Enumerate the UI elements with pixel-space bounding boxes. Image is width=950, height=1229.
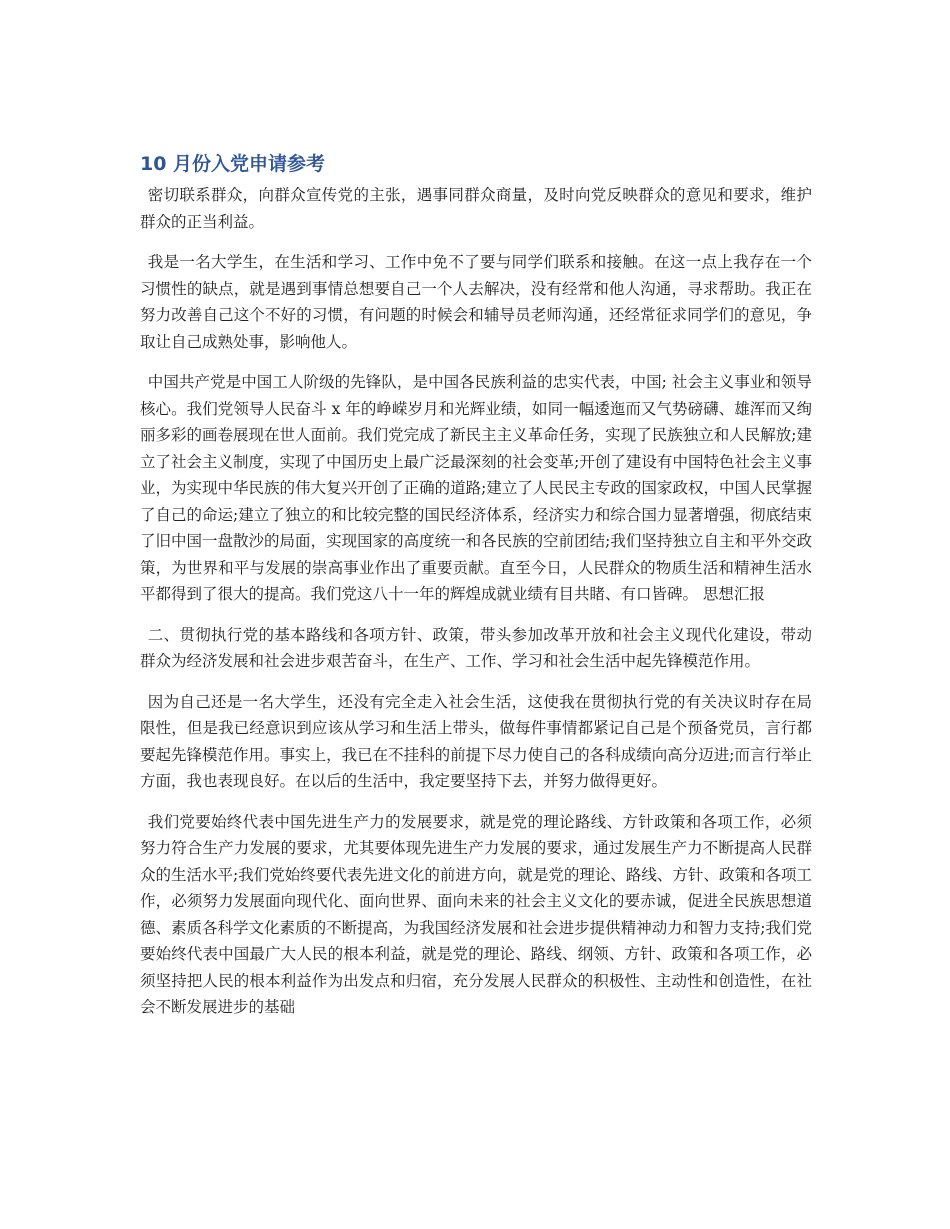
paragraph-5: 因为自己还是一名大学生，还没有完全走入社会生活，这使我在贯彻执行党的有关决议时存在局限性，但是我已经意识到应该从学习和生活上带头，做每件事情都紧记自己是个预备党员，言行都要起先锋模范作用。事实上，我已在不挂科的前提下尽力使自己的各科成绩向高分迈进;而言行举止方面，我也表现良好。在以后的生活中，我定要坚持下去，并努力做得更好。 — [140, 692, 812, 790]
document-body — [140, 150, 812, 1035]
paragraph-1: 密切联系群众，向群众宣传党的主张，遇事同群众商量，及时向党反映群众的意见和要求，维护群众的正当利益。 — [140, 186, 812, 231]
paragraph-4: 二、贯彻执行党的基本路线和各项方针、政策，带头参加改革开放和社会主义现代化建设，带动群众为经济发展和社会进步艰苦奋斗，在生产、工作、学习和社会生活中起先锋模范作用。 — [140, 625, 812, 670]
paragraph-6: 我们党要始终代表中国先进生产力的发展要求，就是党的理论路线、方针政策和各项工作，必须努力符合生产力发展的要求，尤其要体现先进生产力发展的要求，通过发展生产力不断提高人民群众的生活水平;我们党始终要代表先进文化的前进方向，就是党的理论、路线、方针、政策和各项工作，必须努力发展面向现代化、面向世界、面向未来的社会主义文化的要赤诚，促进全民族思想道德、素质各科学文化素质的不断提高，为我国经济发展和社会进步提供精神动力和智力支持;我们党要始终代表中国最广大人民的根本利益，就是党的理论、路线、纲领、方针、政策和各项工作，必须坚持把人民的根本利益作为出发点和归宿，充分发展人民群众的积极性、主动性和创造性，在社会不断发展进步的基础 — [140, 812, 812, 1016]
document-title: 10 月份入党申请参考 — [140, 153, 326, 175]
paragraph-3: 中国共产党是中国工人阶级的先锋队，是中国各民族利益的忠实代表，中国; 社会主义事业和领导核心。我们党领导人民奋斗 x 年的峥嵘岁月和光辉业绩，如同一幅逶迤而又气势磅礴、雄浑而又绚丽多彩的画卷展现在世人面前。我们党完成了新民主主义革命任务，实现了民族独立和人民解放;建立了社会主义制度，实现了中国历史上最广泛最深刻的社会变革;开创了建设有中国特色社会主义事业，为实现中华民族的伟大复兴开创了正确的道路;建立了人民民主专政的国家政权，中国人民掌握了自己的命运;建立了独立的和比较完整的国民经济体系，经济实力和综合国力显著增强，彻底结束了旧中国一盘散沙的局面，实现国家的高度统一和各民族的空前团结;我们坚持独立自主和平外交政策，为世界和平与发展的崇高事业作出了重要贡献。直至今日，人民群众的物质生活和精神生活水平都得到了很大的提高。我们党这八十一年的辉煌成就业绩有目共睹、有口皆碑。 思想汇报 — [140, 373, 812, 603]
paragraph-2: 我是一名大学生，在生活和学习、工作中免不了要与同学们联系和接触。在这一点上我存在一个习惯性的缺点，就是遇到事情总想要自己一个人去解决，没有经常和他人沟通，寻求帮助。我正在努力改善自己这个不好的习惯，有问题的时候会和辅导员老师沟通，还经常征求同学们的意见，争取让自己成熟处事，影响他人。 — [140, 253, 812, 351]
